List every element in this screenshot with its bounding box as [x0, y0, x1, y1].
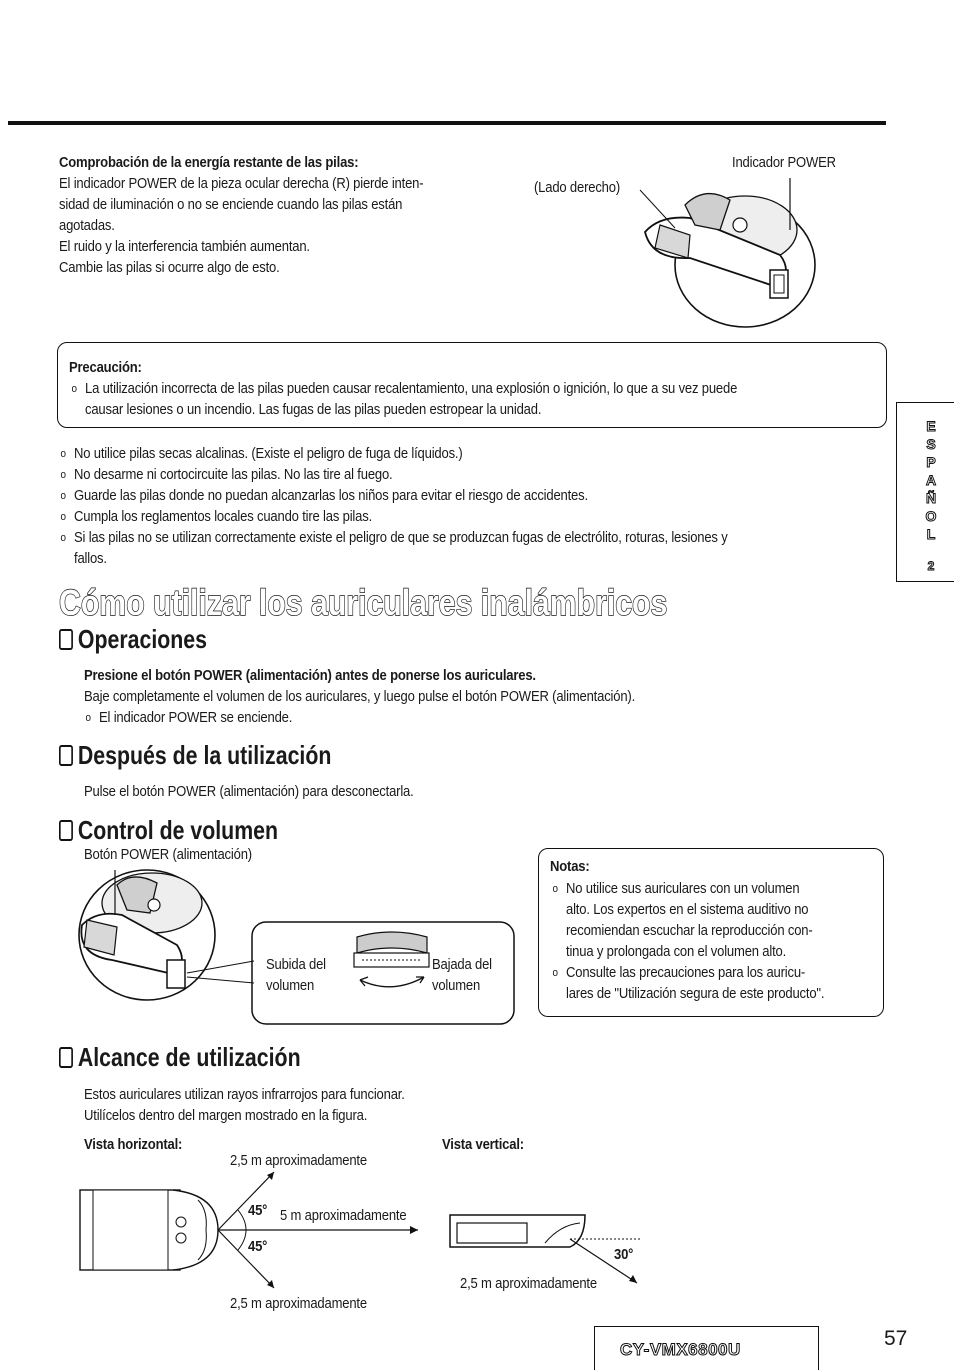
- vol-down-label-2: volumen: [432, 978, 481, 994]
- warning-text: Cumpla los reglamentos locales cuando tire las pilas.: [74, 509, 373, 525]
- power-button-label: Botón POWER (alimentación): [84, 847, 252, 863]
- warning-item: o No utilice pilas secas alcalinas. (Existe el peligro de fuga de líquidos.): [60, 446, 463, 462]
- checkbox-icon: [59, 820, 73, 841]
- warning-text: No utilice pilas secas alcalinas. (Existe el peligro de fuga de líquidos.): [74, 446, 463, 462]
- side-letter: P: [926, 454, 936, 470]
- warning-item: o Cumpla los reglamentos locales cuando tire las pilas.: [60, 509, 373, 525]
- side-letter: O: [925, 508, 937, 524]
- caution-title: Precaución:: [69, 360, 142, 376]
- section-heading-text: Alcance de utilización: [77, 1042, 301, 1072]
- warning-text: Guarde las pilas donde no puedan alcanzarlas los niños para evitar el riesgo de accidentes.: [74, 488, 588, 504]
- nota-item: o No utilice sus auriculares con un volumen: [552, 881, 800, 897]
- nota-item-cont: lares de "Utilización segura de este producto".: [566, 986, 825, 1002]
- checkbox-icon: [59, 629, 73, 650]
- side-letter: A: [925, 472, 937, 488]
- caution-item-cont: causar lesiones o un incendio. Las fugas de las pilas pueden estropear la unidad.: [85, 402, 542, 418]
- nota-text: No utilice sus auriculares con un volumen: [566, 881, 800, 897]
- fig-label-power: Indicador POWER: [732, 155, 836, 171]
- checkbox-icon: [59, 1047, 73, 1068]
- warning-item: o Guarde las pilas donde no puedan alcanzarlas los niños para evitar el riesgo de accidentes.: [60, 488, 588, 504]
- operaciones-bullet: o El indicador POWER se enciende.: [85, 710, 293, 726]
- nota-item-cont: tinua y prolongada con el volumen alto.: [566, 944, 787, 960]
- alcance-line-1: Estos auriculares utilizan rayos infrarrojos para funcionar.: [84, 1087, 405, 1103]
- warning-text: Si las pilas no se utilizan correctamente existe el peligro de que se produzcan fugas de electrólito, roturas, lesiones y: [74, 530, 728, 546]
- fig-label-side: (Lado derecho): [534, 180, 620, 196]
- angle-label: 45°: [248, 1203, 268, 1219]
- battery-line-4: El ruido y la interferencia también aumentan.: [59, 239, 310, 255]
- warning-text: No desarme ni cortocircuite las pilas. No las tire al fuego.: [74, 467, 393, 483]
- operaciones-line: Baje completamente el volumen de los auriculares, y luego pulse el botón POWER (alimentación).: [84, 689, 636, 705]
- vista-horizontal-label: Vista horizontal:: [84, 1137, 183, 1153]
- vol-up-label-2: volumen: [266, 978, 315, 994]
- battery-line-2: sidad de iluminación o no se enciende cuando las pilas están: [59, 197, 403, 213]
- headphone-illustration: [630, 170, 820, 330]
- battery-line-3: agotadas.: [59, 218, 115, 234]
- section-heading-text: Después de la utilización: [77, 740, 332, 770]
- despues-line: Pulse el botón POWER (alimentación) para desconectarla.: [84, 784, 414, 800]
- volume-illustration: [62, 865, 522, 1030]
- h-top-label: 2,5 m aproximadamente: [230, 1153, 367, 1169]
- vol-down-label-1: Bajada del: [432, 957, 492, 973]
- operaciones-bullet-text: El indicador POWER se enciende.: [99, 710, 293, 726]
- section-heading-text: Control de volumen: [77, 815, 279, 845]
- nota-item-cont: alto. Los expertos en el sistema auditivo no: [566, 902, 809, 918]
- alcance-line-2: Utilícelos dentro del margen mostrado en la figura.: [84, 1108, 368, 1124]
- battery-title: Comprobación de la energía restante de las pilas:: [59, 155, 359, 171]
- notas-title: Notas:: [550, 859, 590, 875]
- v-distance-label: 2,5 m aproximadamente: [460, 1276, 597, 1292]
- side-letter: S: [926, 436, 936, 452]
- battery-line-5: Cambie las pilas si ocurre algo de esto.: [59, 260, 280, 276]
- checkbox-icon: [59, 745, 73, 766]
- side-letter: L: [926, 526, 936, 542]
- section-heading: [59, 740, 331, 771]
- warning-item: o No desarme ni cortocircuite las pilas. No las tire al fuego.: [60, 467, 393, 483]
- side-letter: 2: [927, 559, 935, 573]
- angle-label: 45°: [248, 1239, 268, 1255]
- page-number: 57: [884, 1327, 908, 1350]
- v-angle-label: 30°: [614, 1247, 634, 1263]
- warning-item-cont: fallos.: [74, 551, 107, 567]
- vol-up-label-1: Subida del: [266, 957, 326, 973]
- side-letter: Ñ: [925, 490, 937, 506]
- horizontal-view-diagram: [78, 1170, 418, 1295]
- caution-item: o La utilización incorrecta de las pilas pueden causar recalentamiento, una explosión o ignición, lo que a su vez puede: [71, 381, 738, 397]
- vista-vertical-label: Vista vertical:: [442, 1137, 524, 1153]
- h-bot-label: 2,5 m aproximadamente: [230, 1296, 367, 1312]
- side-tab: [896, 402, 954, 582]
- nota-item: o Consulte las precauciones para los auricu-: [552, 965, 806, 981]
- top-rule: [8, 121, 886, 125]
- section-heading: [59, 815, 278, 846]
- vertical-view-diagram: [445, 1195, 645, 1285]
- nota-text: Consulte las precauciones para los auricu-: [566, 965, 806, 981]
- caution-item-text: La utilización incorrecta de las pilas pueden causar recalentamiento, una explosión o ignición, lo que a su vez puede: [85, 381, 738, 397]
- model-number: CY-VMX6800U: [620, 1340, 741, 1359]
- main-title: Cómo utilizar los auriculares inalámbricos: [59, 582, 668, 623]
- section-heading: [59, 624, 207, 655]
- section-heading-text: Operaciones: [77, 624, 208, 654]
- nota-item-cont: recomiendan escuchar la reproducción con-: [566, 923, 813, 939]
- section-heading: [59, 1042, 301, 1073]
- side-letter: E: [926, 418, 936, 434]
- operaciones-bold: Presione el botón POWER (alimentación) antes de ponerse los auriculares.: [84, 668, 536, 684]
- warning-item: o Si las pilas no se utilizan correctamente existe el peligro de que se produzcan fugas de electrólito, roturas, lesiones y: [60, 530, 728, 546]
- battery-line-1: El indicador POWER de la pieza ocular derecha (R) pierde inten-: [59, 176, 424, 192]
- h-mid-label: 5 m aproximadamente: [280, 1208, 407, 1224]
